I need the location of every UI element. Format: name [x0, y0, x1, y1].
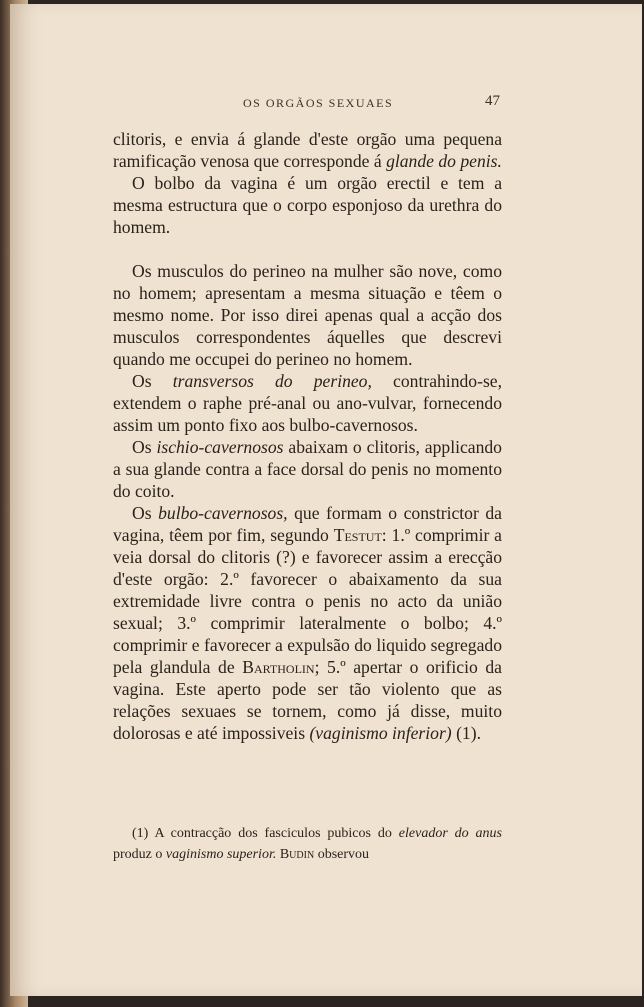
- footnote-text: produz o: [113, 847, 163, 862]
- footnote-ref: (1).: [456, 723, 481, 743]
- paragraph: [113, 128, 502, 172]
- body-text: [113, 128, 502, 744]
- author-name: Bartholin: [242, 657, 315, 677]
- paragraph: [113, 502, 502, 744]
- italic-term: glande do penis.: [386, 151, 502, 171]
- footnote: [113, 823, 502, 865]
- footnote-text: observou: [317, 847, 370, 862]
- paragraph-text: clitoris, e envia á glande d'este orgão uma pequena ramificação venosa que corresponde á: [113, 129, 502, 171]
- paragraph-text: Os: [132, 503, 152, 523]
- author-name: Budin: [279, 847, 315, 862]
- italic-term: ischio-cavernosos: [156, 437, 284, 457]
- italic-term: transversos do perineo,: [172, 371, 372, 391]
- paragraph-text: contrahindo-se, extendem o raphe pré-anal ou ano-vulvar, fornecendo assim um ponto fixo aos bulbo-cavernosos.: [113, 371, 502, 435]
- paragraph: [113, 370, 502, 436]
- page-number: 47: [485, 93, 500, 109]
- paragraph: O bolbo da vagina é um orgão erectil e tem a mesma estructura que o corpo esponjoso da urethra do homem.: [113, 173, 502, 237]
- paragraph: [113, 436, 502, 502]
- paragraph-text: que formam o constrictor da vagina, têem por fim, segundo: [113, 503, 502, 545]
- italic-term: elevador do anus: [398, 826, 503, 841]
- paragraph-text: : 1.º comprimir a veia dorsal do clitoris (?) e favorecer assim a erecção d'este orgão: 2.º favorecer o abaixamento da sua extremidade livre contra o penis no acto da união sexual; 3.º comprimir lateralmente o bolbo; 4.º comprimir e favorecer a expulsão do liquido segregado pela glandula de: [113, 525, 502, 677]
- italic-term: (vaginismo inferior): [309, 723, 452, 743]
- italic-term: vaginismo superior.: [165, 847, 277, 862]
- paragraph-text: abaixam o clitoris, applicando a sua glande contra a face dorsal do penis no momento do coito.: [113, 437, 502, 501]
- paragraph-text: Os: [132, 371, 152, 391]
- author-name: Testut: [333, 525, 382, 545]
- paragraph-text: ; 5.º apertar o orificio da vagina. Este aperto pode ser tão violento que as relações sexuaes se tornem, como já disse, muito dolorosas e até impossiveis: [113, 657, 502, 743]
- paragraph-text: Os: [132, 437, 152, 457]
- footnote-text: (1) A contracção dos fasciculos pubicos do: [132, 826, 392, 841]
- italic-term: bulbo-cavernosos,: [158, 503, 288, 523]
- paragraph: Os musculos do perineo na mulher são nove, como no homem; apresentam a mesma situação e têem o mesmo nome. Por isso direi apenas qual a acção dos musculos correspondentes áquelles que descrevi quando me occupei do perineo no homem.: [113, 261, 502, 369]
- running-header: OS ORGÃOS SEXUAES: [243, 96, 394, 110]
